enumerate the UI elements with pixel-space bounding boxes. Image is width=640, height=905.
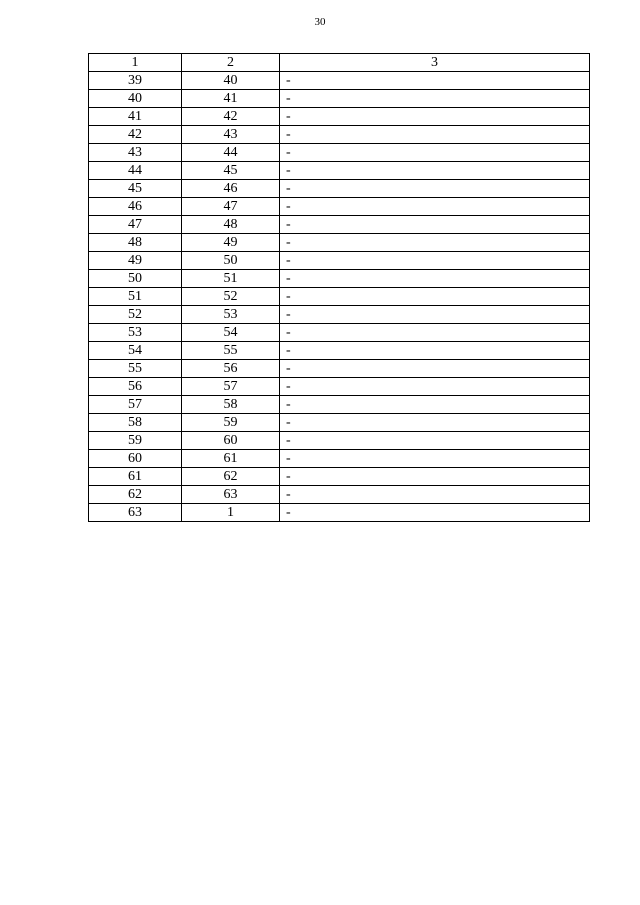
cell-col-1: 45: [89, 180, 182, 198]
cell-col-3: -: [280, 234, 590, 252]
cell-col-1: 59: [89, 432, 182, 450]
table-row: [89, 288, 590, 306]
table-row: [89, 144, 590, 162]
cell-col-2: 43: [182, 126, 280, 144]
cell-col-2: 61: [182, 450, 280, 468]
table-body: [89, 72, 590, 522]
cell-col-1: 40: [89, 90, 182, 108]
cell-col-1: 58: [89, 414, 182, 432]
table-row: [89, 234, 590, 252]
table-row: [89, 504, 590, 522]
cell-col-1: 51: [89, 288, 182, 306]
cell-col-2: 51: [182, 270, 280, 288]
cell-col-1: 62: [89, 486, 182, 504]
cell-col-2: 50: [182, 252, 280, 270]
cell-col-3: -: [280, 216, 590, 234]
table-row: [89, 180, 590, 198]
cell-col-1: 63: [89, 504, 182, 522]
cell-col-2: 41: [182, 90, 280, 108]
cell-col-2: 57: [182, 378, 280, 396]
cell-col-2: 53: [182, 306, 280, 324]
cell-col-3: -: [280, 288, 590, 306]
cell-col-3: -: [280, 378, 590, 396]
column-header-2: 2: [182, 54, 280, 72]
cell-col-1: 55: [89, 360, 182, 378]
cell-col-1: 56: [89, 378, 182, 396]
table-row: [89, 324, 590, 342]
cell-col-1: 57: [89, 396, 182, 414]
cell-col-1: 61: [89, 468, 182, 486]
cell-col-1: 46: [89, 198, 182, 216]
table-row: [89, 216, 590, 234]
table-row: [89, 486, 590, 504]
cell-col-2: 40: [182, 72, 280, 90]
table-row: [89, 360, 590, 378]
cell-col-2: 59: [182, 414, 280, 432]
cell-col-1: 47: [89, 216, 182, 234]
cell-col-1: 52: [89, 306, 182, 324]
cell-col-3: -: [280, 324, 590, 342]
cell-col-1: 42: [89, 126, 182, 144]
table-row: [89, 396, 590, 414]
cell-col-2: 45: [182, 162, 280, 180]
cell-col-3: -: [280, 270, 590, 288]
cell-col-3: -: [280, 198, 590, 216]
cell-col-2: 42: [182, 108, 280, 126]
cell-col-3: -: [280, 180, 590, 198]
cell-col-1: 50: [89, 270, 182, 288]
cell-col-3: -: [280, 126, 590, 144]
cell-col-3: -: [280, 252, 590, 270]
cell-col-2: 62: [182, 468, 280, 486]
cell-col-1: 60: [89, 450, 182, 468]
cell-col-3: -: [280, 306, 590, 324]
cell-col-2: 49: [182, 234, 280, 252]
cell-col-2: 58: [182, 396, 280, 414]
table-row: [89, 306, 590, 324]
table-row: [89, 378, 590, 396]
cell-col-3: -: [280, 486, 590, 504]
cell-col-1: 41: [89, 108, 182, 126]
table-row: [89, 450, 590, 468]
cell-col-2: 44: [182, 144, 280, 162]
table-row: [89, 90, 590, 108]
cell-col-3: -: [280, 360, 590, 378]
cell-col-3: -: [280, 504, 590, 522]
cell-col-2: 54: [182, 324, 280, 342]
cell-col-3: -: [280, 342, 590, 360]
table-row: [89, 252, 590, 270]
cell-col-3: -: [280, 396, 590, 414]
cell-col-1: 44: [89, 162, 182, 180]
cell-col-2: 48: [182, 216, 280, 234]
table-row: [89, 126, 590, 144]
cell-col-1: 53: [89, 324, 182, 342]
table-row: [89, 198, 590, 216]
table-row: [89, 108, 590, 126]
cell-col-2: 1: [182, 504, 280, 522]
column-header-1: 1: [89, 54, 182, 72]
table-row: [89, 162, 590, 180]
cell-col-1: 54: [89, 342, 182, 360]
cell-col-3: -: [280, 432, 590, 450]
cell-col-3: -: [280, 468, 590, 486]
cell-col-3: -: [280, 72, 590, 90]
cell-col-2: 60: [182, 432, 280, 450]
page-number: 30: [314, 16, 326, 28]
cell-col-1: 39: [89, 72, 182, 90]
cell-col-3: -: [280, 162, 590, 180]
data-table: [88, 53, 590, 522]
cell-col-2: 46: [182, 180, 280, 198]
cell-col-3: -: [280, 108, 590, 126]
cell-col-3: -: [280, 414, 590, 432]
cell-col-2: 55: [182, 342, 280, 360]
cell-col-2: 56: [182, 360, 280, 378]
table-row: [89, 72, 590, 90]
cell-col-3: -: [280, 450, 590, 468]
cell-col-1: 43: [89, 144, 182, 162]
cell-col-2: 47: [182, 198, 280, 216]
table-row: [89, 468, 590, 486]
table-row: [89, 270, 590, 288]
cell-col-1: 49: [89, 252, 182, 270]
cell-col-2: 52: [182, 288, 280, 306]
column-header-3: 3: [280, 54, 590, 72]
cell-col-2: 63: [182, 486, 280, 504]
table-row: [89, 414, 590, 432]
cell-col-3: -: [280, 90, 590, 108]
table-row: [89, 342, 590, 360]
table-row: [89, 432, 590, 450]
cell-col-3: -: [280, 144, 590, 162]
header-row: [89, 54, 590, 72]
cell-col-1: 48: [89, 234, 182, 252]
table-header: [89, 54, 590, 72]
